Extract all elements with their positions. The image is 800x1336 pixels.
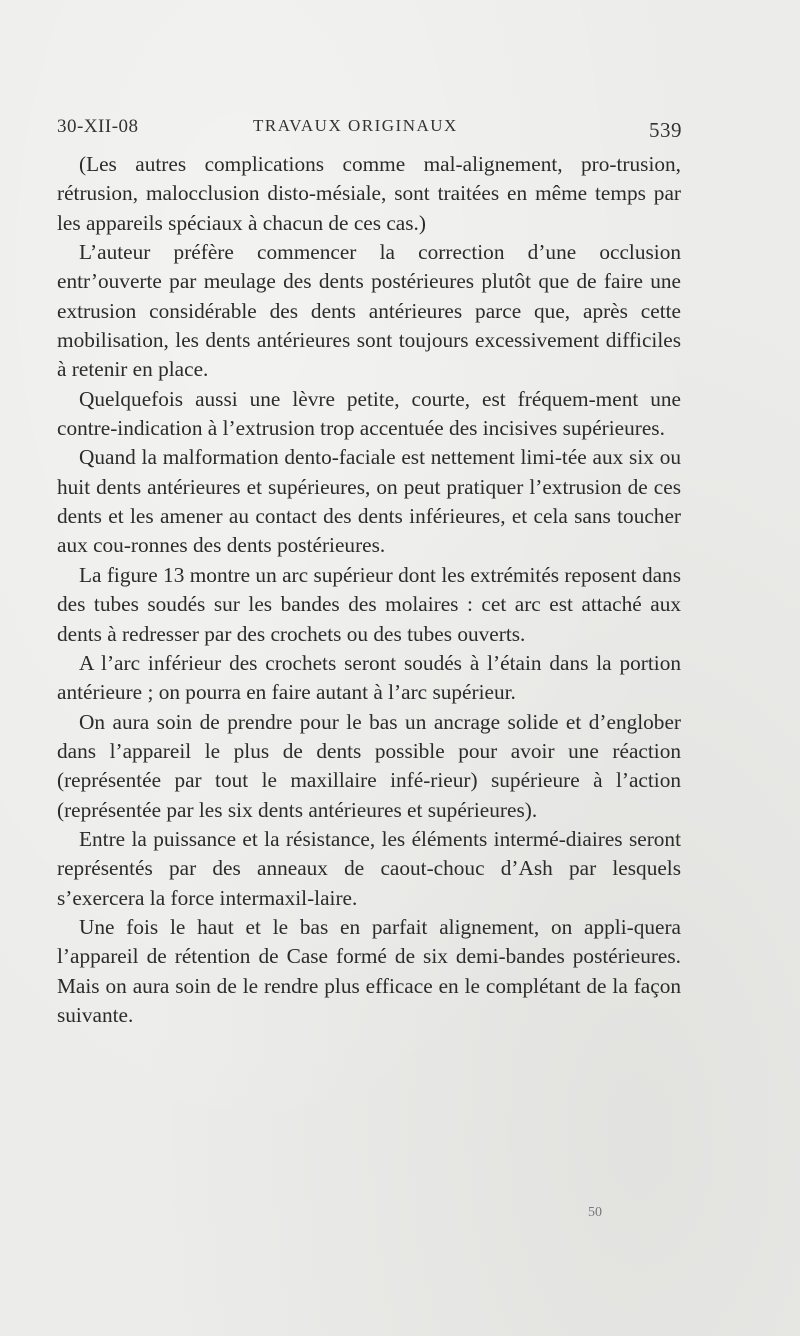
paragraph-intermediate-elements: Entre la puissance et la résistance, les éléments intermé-diaires seront représentés par des anneaux de caout-chouc d’Ash par lesquels s’exercera la force intermaxil-laire. — [57, 826, 681, 910]
paragraph-retention-appliance: Une fois le haut et le bas en parfait alignement, on appli-quera l’appareil de rétention de Case formé de six demi-bandes postérieures. Mais on aura soin de le rendre plus efficace en le complétant de la façon suivante. — [57, 914, 681, 1027]
signature-mark: 50 — [588, 1205, 602, 1220]
issue-date: 30-XII-08 — [57, 116, 139, 137]
section-title: TRAVAUX ORIGINAUX — [253, 116, 458, 135]
paragraph-author-preference: L’auteur préfère commencer la correction d’une occlusion entr’ouverte par meulage des dents postérieures plutôt que de faire une extrusion considérable des dents antérieures parce que, après cette mobilisation, les dents antérieures sont toujours excessivement difficiles à retenir en place. — [57, 240, 681, 382]
page-number: 539 — [649, 118, 682, 142]
running-head — [57, 112, 682, 142]
paragraph-lip-contraindication: Quelquefois aussi une lèvre petite, courte, est fréquem-ment une contre-indication à l’extrusion trop accentuée des incisives supérieures. — [57, 386, 681, 441]
paragraph-figure-13: La figure 13 montre un arc supérieur dont les extrémités reposent dans des tubes soudés sur les bandes des molaires : cet arc est attaché aux dents à redresser par des crochets ou des tubes ouverts. — [57, 562, 681, 646]
paragraph-malformation: Quand la malformation dento-faciale est nettement limi-tée aux six ou huit dents antérieures et supérieures, on peut pratiquer l’extrusion de ces dents et les amener au contact des dents inférieures, et cela sans toucher aux cou-ronnes des dents postérieures. — [57, 445, 681, 558]
paragraph-anchorage: On aura soin de prendre pour le bas un ancrage solide et d’englober dans l’appareil le plus de dents possible pour avoir une réaction (représentée par tout le maxillaire infé-rieur) supérieure à l’action (représentée par les six dents antérieures et supérieures). — [57, 709, 681, 822]
paragraph-complications: (Les autres complications comme mal-alignement, pro-trusion, rétrusion, malocclusion disto-mésiale, sont traitées en même temps par les appareils spéciaux à chacun de ces cas.) — [57, 152, 681, 235]
paragraph-lower-arch: A l’arc inférieur des crochets seront soudés à l’étain dans la portion antérieure ; on pourra en faire autant à l’arc supérieur. — [57, 650, 681, 705]
article-body — [57, 150, 681, 1030]
